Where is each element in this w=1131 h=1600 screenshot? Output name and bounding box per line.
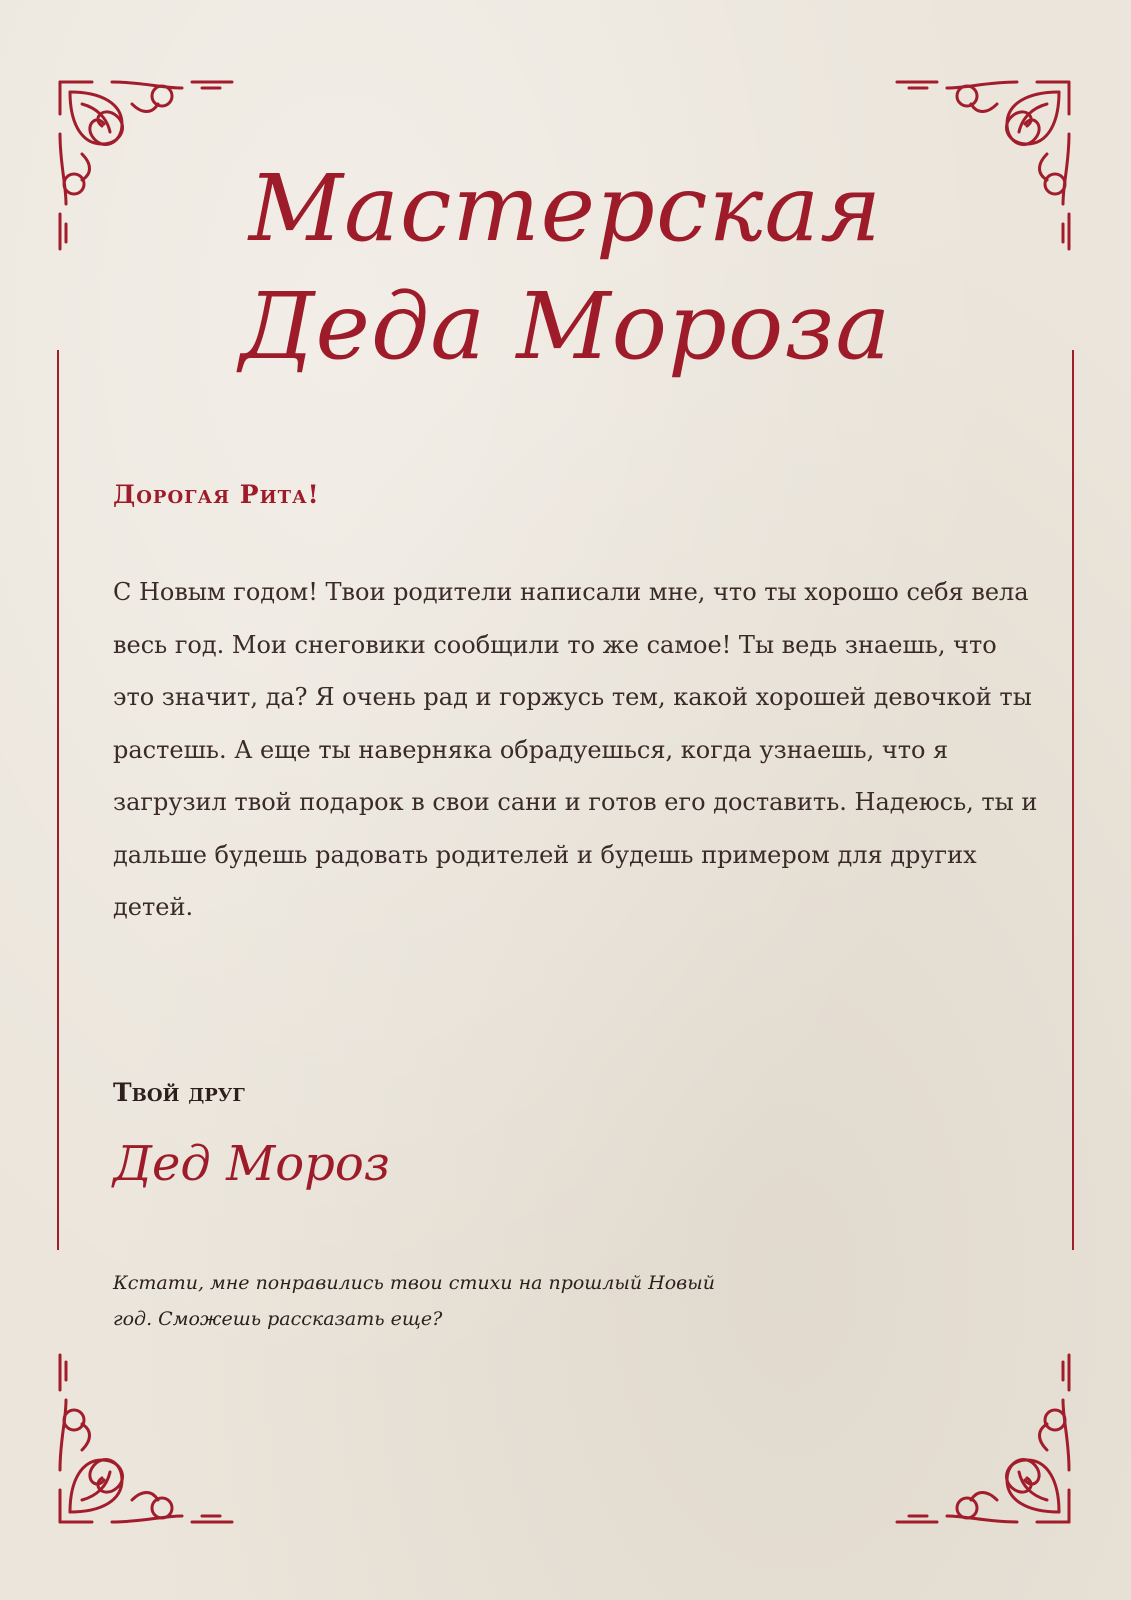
right-border-line bbox=[1072, 350, 1074, 1250]
letter-body: С Новым годом! Твои родители написали мне, что ты хорошо себя вела весь год. Мои снеговики сообщили то же самое! Ты ведь знаешь, что это значит, да? Я очень рад и горжусь тем, какой хорошей девочкой ты растешь. А еще ты наверняка обрадуешься, когда узнаешь, что я загрузил твой подарок в свои сани и готов его доставить. Надеюсь, ты и дальше будешь радовать родителей и будешь примером для других детей. bbox=[113, 578, 1038, 921]
letter-postscript: Кстати, мне понравились твои стихи на прошлый Новый год. Сможешь рассказать еще? bbox=[113, 1272, 715, 1330]
left-border-line bbox=[57, 350, 59, 1250]
corner-flourish-icon bbox=[52, 1330, 252, 1530]
corner-flourish-icon bbox=[877, 1330, 1077, 1530]
letter-greeting: Дорогая Рита! bbox=[113, 480, 320, 509]
page-title-line1: Мастерская bbox=[248, 155, 883, 262]
letter-closing: Твой друг bbox=[113, 1078, 245, 1107]
letter-signature: Дед Мороз bbox=[113, 1136, 390, 1192]
page-title-line2: Деда Мороза bbox=[239, 273, 892, 380]
